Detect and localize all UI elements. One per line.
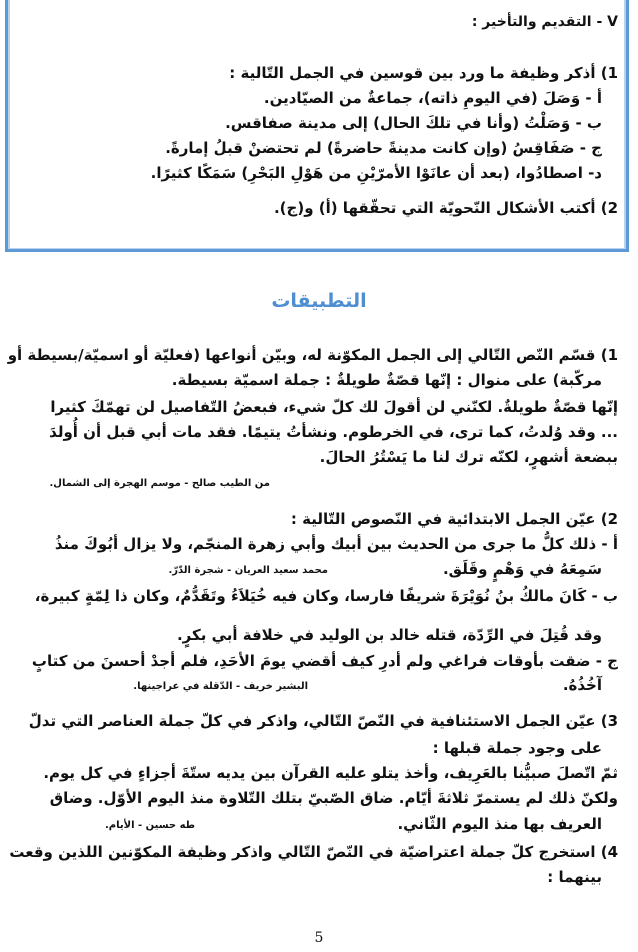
- ex2-b-line-1: ب - كَانَ مالكُ بنُ نُوَيْرَةَ شريفًا فارسا، وكان فيه خُيَلاَءُ وتَقَدُّمٌ، وكان ذا لِمّةٍ كبيرة،: [34, 587, 618, 605]
- ex3-source: طه حسين - الأيام.: [105, 820, 196, 831]
- ex3-line-4: ولكنّ ذلك لم يستمرّ ثلاثةَ أيّام. ضاق الصّبيّ بتلك التّلاوة منذ اليوم الأوّل. وضاق: [49, 789, 618, 807]
- ex1-line-4: ... وقد وُلدتُ، كما ترى، في الخرطوم. ونشأتُ يتيمًا. فقد مات أبي قبل أن أُولدَ: [49, 423, 618, 441]
- ex2-b-line-2: وقد قُتِلَ في الرِّدّة، قتله خالد بن الوليد في خلافة أبي بكرٍ.: [176, 626, 602, 644]
- ex3-line-1: 3) عيّن الجمل الاستئنافية في النّصّ التّالي، واذكر في كلّ جملة العناصر التي تدلّ: [28, 712, 618, 730]
- ex2-c-source: البشير خريف - الدّقلة في عراجينها.: [133, 681, 308, 692]
- box-q1-item-c: ج - صَفَاقِسُ (وإن كانت مدينةً حاضرةً) لم تحتضنْ قبلُ إمارةً.: [165, 139, 602, 157]
- ex4-line-1: 4) استخرج كلّ جملة اعتراضيّة في النّصّ التّالي واذكر وظيفة المكوّنين اللذين وقعت: [9, 843, 618, 861]
- ex2-c-line-1: ج - ضقت بأوقات فراغي ولم أدرِ كيف أقضي يومَ الأحَدِ، فلم أجدْ أحسنَ من كتابٍ: [31, 652, 618, 670]
- ex2-a-line-2: سَمِعَهُ في وَهْمٍ وقَلَق.: [442, 560, 602, 578]
- ex3-line-3: ثمّ اتّصلَ صبيُّنا بالعَرِيف، وأخذ يتلو عليه القرآن بين يديه ستّةَ أجزاءٍ في كل يوم.: [43, 764, 618, 782]
- box-q1-item-d: د- اصطادُوا، (بعد أن عانَوْا الأمرّيْنِ من هَوْلِ البَحْرِ) سَمَكًا كثيرًا.: [150, 164, 602, 182]
- ex2-a-line-1: أ - ذلك كلُّ ما جرى من الحديث بين أبيك وأبي زهرة المنجّم، ولا يزال أبُوكَ منذُ: [54, 535, 618, 553]
- ex1-line-2: مركّبة) على منوال : إنّها قصّةٌ طويلةٌ : جملة اسميّة بسيطة.: [171, 371, 602, 389]
- ex1-line-1: 1) قسّم النّص التّالي إلى الجمل المكوّنة له، وبيّن أنواعها (فعليّة أو اسميّة/بسيطة أو: [7, 346, 618, 364]
- ex2-c-line-2: آخُذُهُ.: [562, 676, 602, 694]
- ex1-line-3: إنّها قصّةٌ طويلةٌ. لكنّني لن أقولَ لك كلّ شيء، فبعضُ التّفاصيل لن تهمّكَ كثيرا: [50, 398, 618, 416]
- ex2-prompt: 2) عيّن الجمل الابتدائية في النّصوص التّالية :: [290, 510, 618, 528]
- ex1-source: من الطيب صالح - موسم الهجرة إلى الشمال.: [49, 478, 270, 489]
- section-heading: V - التقديم والتأخير :: [471, 14, 618, 30]
- box-q1-item-b: ب - وَصَلْتُ (وأنا في تلكَ الحال) إلى مدينة صفاقس.: [225, 114, 602, 132]
- box-q1-item-a: أ - وَصَلَ (في اليومِ ذاته)، جماعةٌ من الصيّادين.: [263, 89, 602, 107]
- ex3-line-2: على وجود جملة قبلها :: [432, 739, 602, 757]
- ex2-a-source: محمد سعيد العريان - شجرة الدّرّ.: [168, 565, 328, 576]
- ex3-line-5: العريف بها منذ اليوم الثّاني.: [397, 815, 602, 833]
- applications-title: التطبيقات: [271, 290, 367, 312]
- page-number: 5: [314, 930, 324, 946]
- box-q1-prompt: 1) أذكر وظيفة ما ورد بين قوسين في الجمل التّالية :: [229, 64, 618, 82]
- ex1-line-5: ببضعة أشهرٍ، لكنّه ترك لنا ما يَسْتُرُ الحالَ.: [319, 448, 618, 466]
- ex4-line-2: بينهما :: [547, 868, 602, 886]
- box-q2: 2) أكتب الأشكال النّحويّة التي تحقّقها (أ) و(ج).: [273, 199, 618, 217]
